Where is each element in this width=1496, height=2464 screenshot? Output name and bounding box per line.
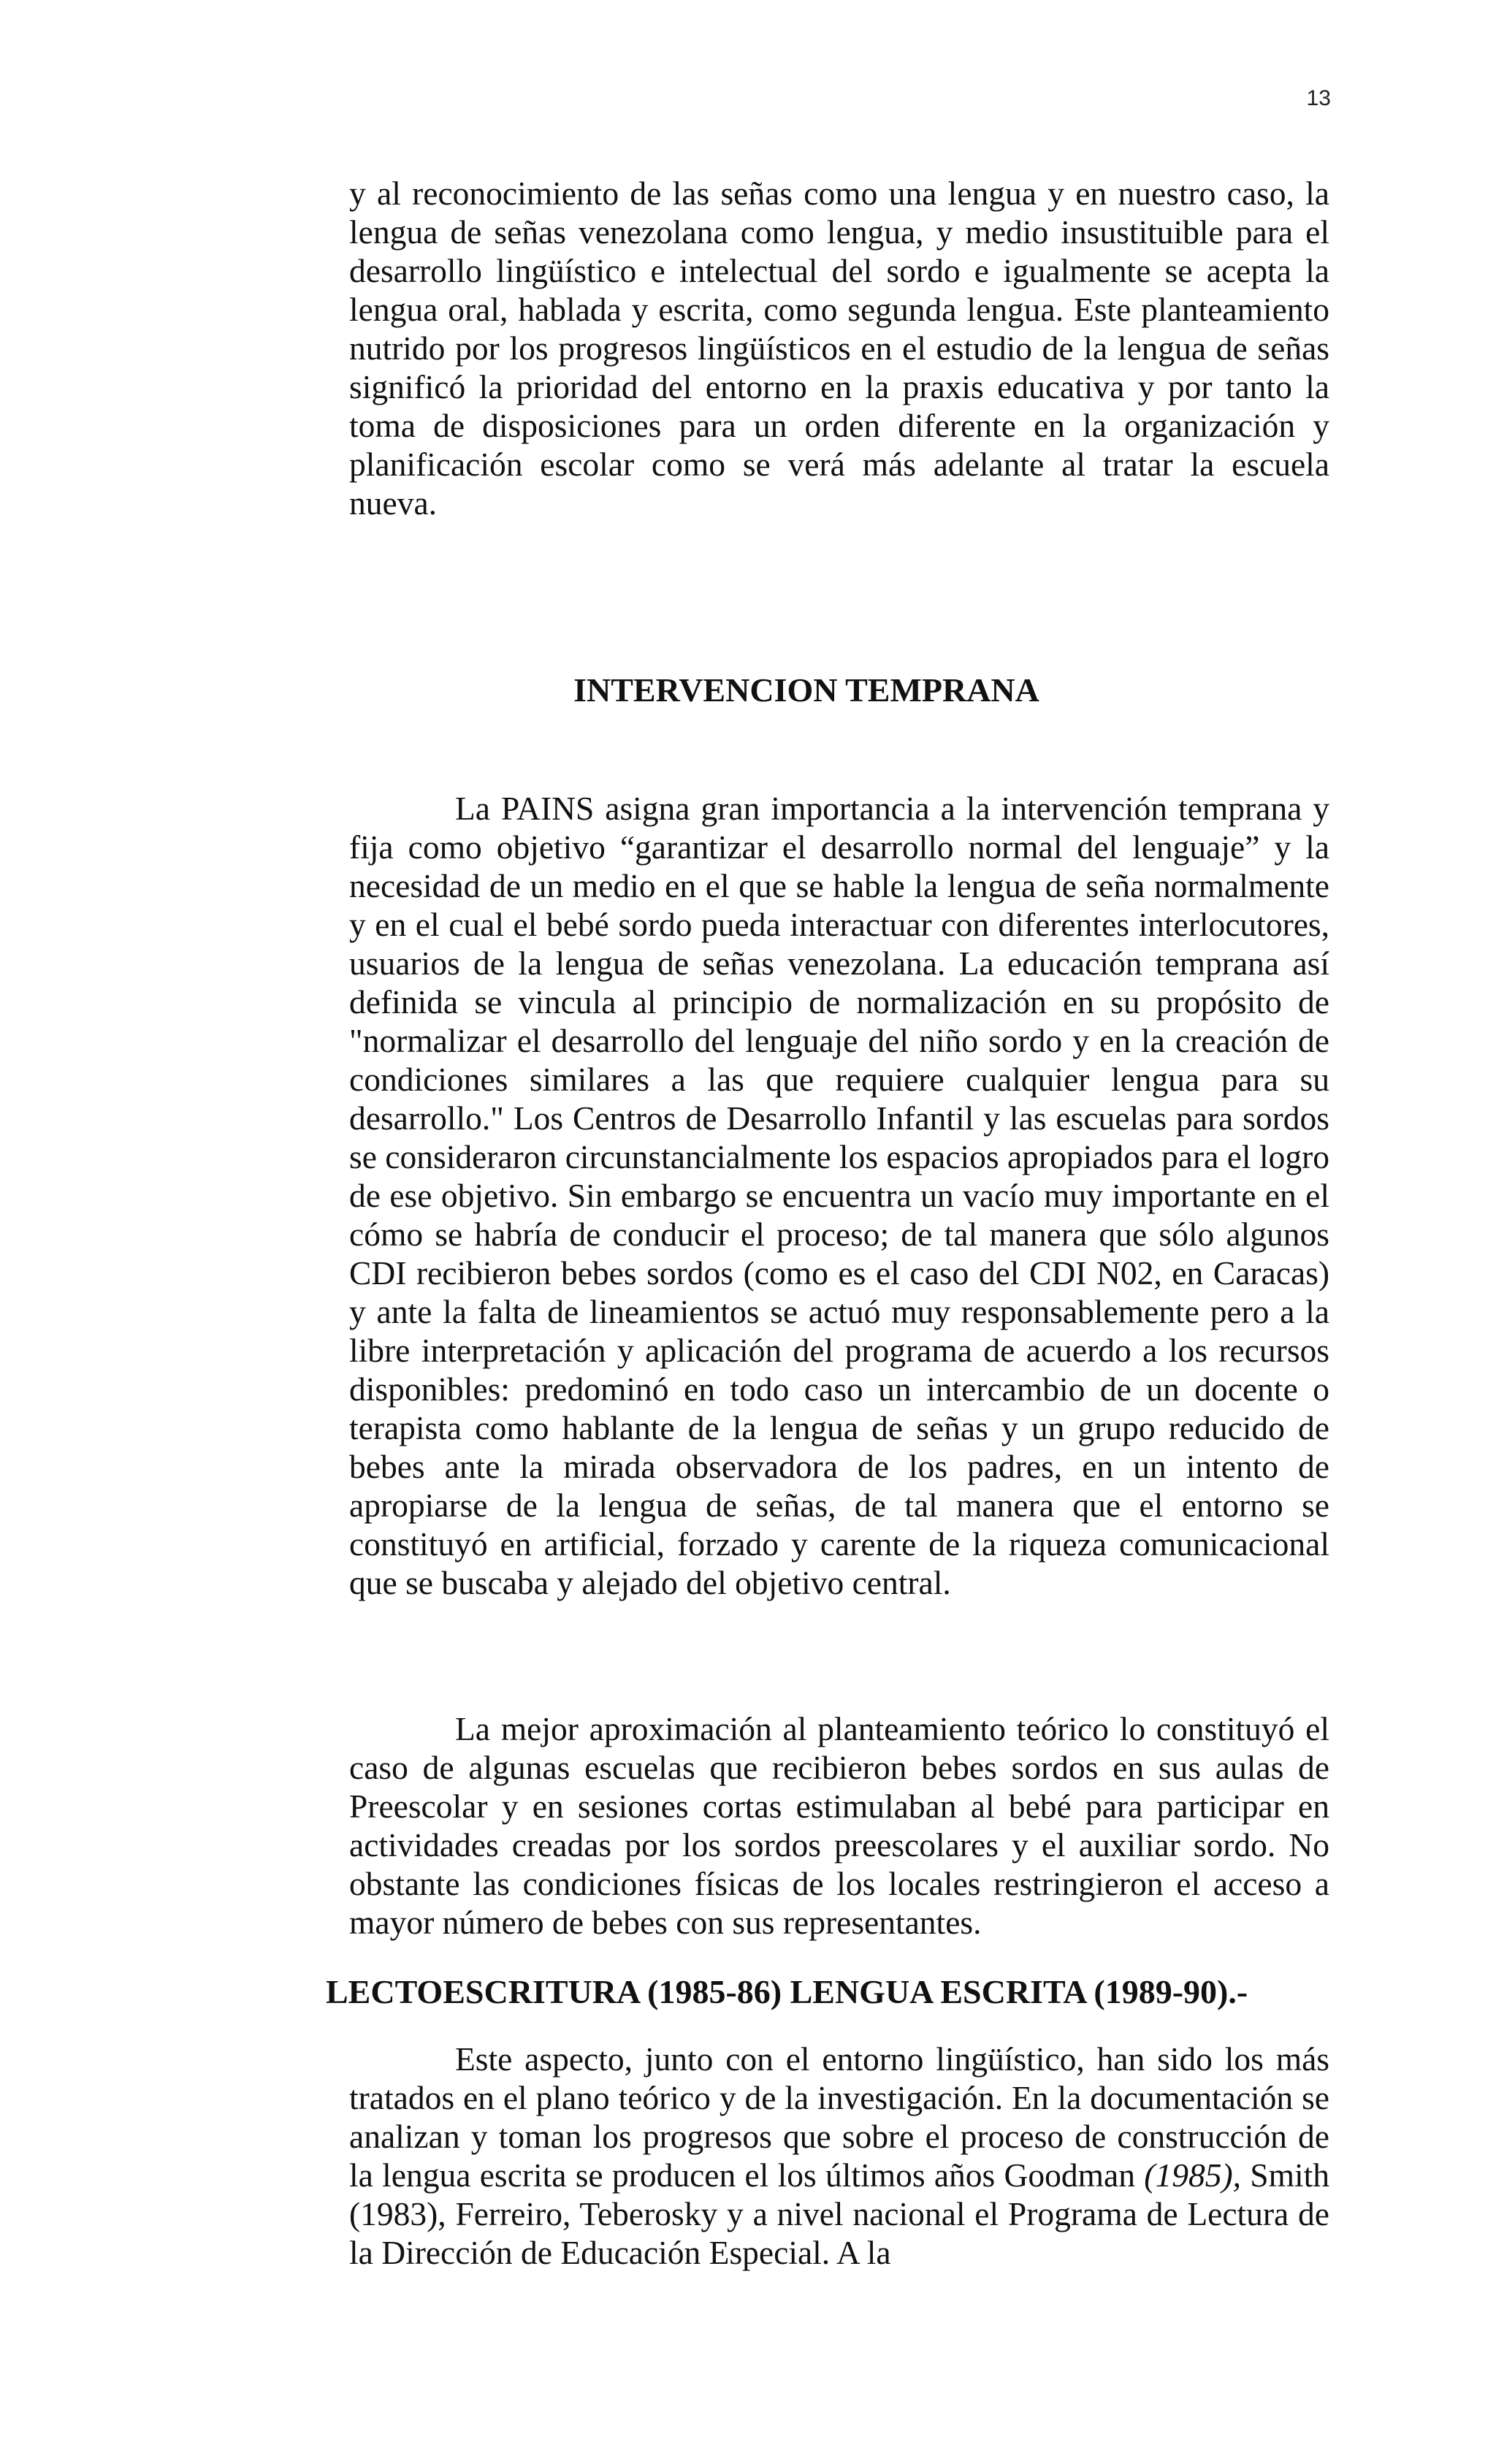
intro-paragraph-block [349, 174, 1329, 522]
section2-paragraph1-block [349, 2040, 1329, 2272]
section1-paragraph1-block [349, 789, 1329, 1602]
section1-paragraph1: La PAINS asigna gran importancia a la intervención temprana y fija como objetivo “garantizar el desarrollo normal del lenguaje” y la necesidad de un medio en el que se hable la lengua de seña normalmente y en el cual el bebé sordo pueda interactuar con diferentes interlocutores, usuarios de la lengua de señas venezolana. La educación temprana así definida se vincula al principio de normalización en su propósito de "normalizar el desarrollo del lenguaje del niño sordo y en la creación de condiciones similares a las que requiere cualquier lengua para su desarrollo." Los Centros de Desarrollo Infantil y las escuelas para sordos se consideraron circunstancialmente los espacios apropiados para el logro de ese objetivo. Sin embargo se encuentra un vacío muy importante en el cómo se habría de conducir el proceso; de tal manera que sólo algunos CDI recibieron bebes sordos (como es el caso del CDI N02, en Caracas) y ante la falta de lineamientos se actuó muy responsablemente pero a la libre interpretación y aplicación del programa de acuerdo a los recursos disponibles: predominó en todo caso un intercambio de un docente o terapista como hablante de la lengua de señas y un grupo reducido de bebes ante la mirada observadora de los padres, en un intento de apropiarse de la lengua de señas, de tal manera que el entorno se constituyó en artificial, forzado y carente de la riqueza comunicacional que se buscaba y alejado del objetivo central. [349, 790, 1329, 1601]
section2-paragraph1-italic-year: (1985), [1144, 2156, 1241, 2194]
page-number: 13 [1306, 86, 1331, 110]
section-heading-lectoescritura: LECTOESCRITURA (1985-86) LENGUA ESCRITA (1989-90).- [326, 1973, 1248, 2010]
section-heading-intervencion-temprana: INTERVENCION TEMPRANA [573, 671, 1039, 709]
intro-paragraph: y al reconocimiento de las señas como una lengua y en nuestro caso, la lengua de señas venezolana como lengua, y medio insustituible para el desarrollo lingüístico e intelectual del sordo e igualmente se acepta la lengua oral, hablada y escrita, como segunda lengua. Este planteamiento nutrido por los progresos lingüísticos en el estudio de la lengua de señas significó la prioridad del entorno en la praxis educativa y por tanto la toma de disposiciones para un orden diferente en la organización y planificación escolar como se verá más adelante al tratar la escuela nueva. [349, 175, 1329, 522]
section2-paragraph1 [349, 2040, 1329, 2272]
section2-paragraph1-text-b: Smith (1983), Ferreiro, Teberosky y a nivel nacional el Programa de Lectura de la Dirección de Educación Especial. A la [349, 2156, 1330, 2271]
section1-paragraph2-block [349, 1709, 1329, 1942]
section1-paragraph2: La mejor aproximación al planteamiento teórico lo constituyó el caso de algunas escuelas que recibieron bebes sordos en sus aulas de Preescolar y en sesiones cortas estimulaban al bebé para participar en actividades creadas por los sordos preescolares y el auxiliar sordo. No obstante las condiciones físicas de los locales restringieron el acceso a mayor número de bebes con sus representantes. [349, 1710, 1329, 1941]
section2-paragraph1-text-a: Este aspecto, junto con el entorno lingüístico, han sido los más tratados en el plano teórico y de la investigación. En la documentación se analizan y toman los progresos que sobre el proceso de construcción de la lengua escrita se producen el los últimos años Goodman [349, 2040, 1329, 2194]
